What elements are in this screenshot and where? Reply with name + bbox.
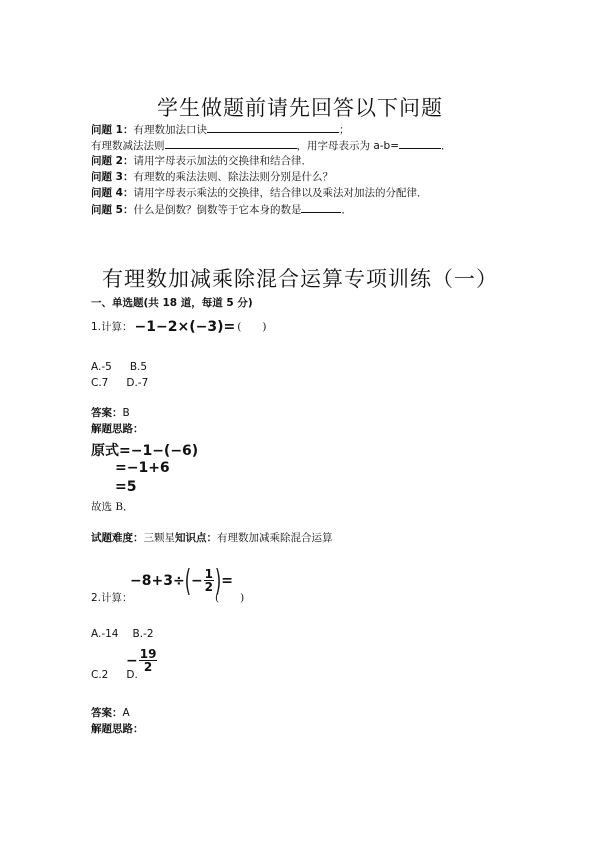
q2-option-c: C.2 — [91, 669, 109, 681]
q1-answer-label: 答案： — [91, 407, 123, 419]
q5-blank — [301, 202, 341, 213]
q1b-end: ． — [441, 140, 452, 152]
q2-option-d-num: 19 — [139, 647, 157, 661]
q2-formula-minus: − — [190, 572, 203, 589]
q1-answer-value: B — [122, 407, 130, 419]
q2-answer-value: A — [122, 707, 130, 719]
q4-label: 问题 4： — [91, 187, 134, 199]
header-q1b-line — [91, 138, 452, 153]
q1-option-d: D.-7 — [126, 377, 149, 389]
header-q1-line — [91, 122, 349, 137]
header-q5-line — [91, 202, 352, 217]
q1-difficulty-label: 试题难度： — [91, 532, 144, 544]
q3-label: 问题 3： — [91, 171, 134, 183]
q1-answer-blank: ( ) — [237, 321, 267, 333]
q1-label: 问题 1： — [91, 124, 134, 136]
q3-text: 有理数的乘法法则、除法法则分别是什么？ — [133, 171, 333, 183]
q1-knowledge: 有理数加减乘除混合运算 — [217, 532, 333, 544]
q1-analysis-label: 解题思路： — [91, 423, 144, 435]
q1b-mid: ，用字母表示为 a-b= — [296, 140, 400, 152]
q2-option-d: D. — [126, 669, 138, 681]
header-q2-line — [91, 154, 312, 168]
q4-text: 请用字母表示乘法的交换律，结合律以及乘法对加法的分配律． — [133, 187, 428, 199]
q1b-blank — [165, 138, 297, 149]
q5-end: ． — [341, 204, 352, 216]
q2-label: 问题 2： — [91, 155, 134, 167]
q1-option-a: A.-5 — [91, 361, 112, 373]
q1-step-3: =5 — [115, 479, 137, 495]
q2-paren-close: ) — [215, 562, 222, 599]
q2-option-a: A.-14 — [91, 628, 119, 640]
q2-option-d-den: 2 — [139, 660, 158, 673]
q2-prefix: 2.计算： — [91, 592, 133, 604]
header-q4-line — [91, 186, 427, 200]
q2-option-d-fraction — [139, 648, 158, 673]
q1-end: ； — [338, 124, 350, 136]
q2-option-b: B.-2 — [132, 628, 154, 640]
q1-meta-line — [91, 531, 333, 545]
q2-frac-den: 2 — [204, 580, 214, 594]
training-title: 有理数加减乘除混合运算专项训练（一） — [102, 267, 498, 291]
q1-option-c: C.7 — [91, 377, 109, 389]
q1-text: 有理数加法口诀 — [133, 124, 207, 136]
q1-blank — [207, 122, 339, 133]
q2-answer-label: 答案： — [91, 707, 123, 719]
q1-stem — [91, 320, 266, 334]
q2-formula-left: −8+3÷ — [130, 572, 185, 589]
q1b-blank2 — [399, 138, 441, 149]
header-title: 学生做题前请先回答以下问题 — [157, 96, 443, 120]
q2-answer-blank: ( ) — [215, 592, 245, 604]
q2-fraction — [204, 568, 214, 593]
q1-difficulty: 三颗星 — [143, 532, 175, 544]
q5-text: 什么是倒数？倒数等于它本身的数是 — [133, 204, 302, 216]
q2-option-d-minus: − — [126, 652, 138, 669]
q5-label: 问题 5： — [91, 204, 134, 216]
q2-formula — [130, 562, 234, 599]
q2-paren-open: ( — [184, 562, 191, 599]
q1-conclusion: 故选 B． — [91, 501, 134, 513]
q1-prefix: 1.计算： — [91, 321, 133, 333]
q2-stem — [91, 591, 133, 605]
q2-options-row1 — [91, 627, 154, 641]
q1b-text: 有理数减法法则 — [91, 140, 165, 152]
q2-option-d-value — [126, 648, 158, 673]
q1-step-2: =−1+6 — [115, 460, 170, 476]
q1-formula: −1−2×(−3)= — [134, 319, 236, 335]
section-heading: 一、单选题(共 18 道，每道 5 分) — [91, 297, 253, 309]
q2-text: 请用字母表示加法的交换律和结合律． — [133, 155, 312, 167]
q1-answer-line — [91, 406, 130, 420]
q2-analysis-label: 解题思路： — [91, 723, 144, 735]
q1-options-row1 — [91, 360, 147, 374]
q2-frac-num: 1 — [204, 567, 214, 581]
q1-options-row2 — [91, 376, 148, 390]
q2-answer-line — [91, 706, 130, 720]
header-q3-line — [91, 170, 333, 184]
q1-knowledge-label: 知识点： — [175, 532, 217, 544]
q1-step-1: 原式=−1−(−6) — [91, 443, 199, 459]
q1-option-b: B.5 — [129, 361, 148, 373]
q2-formula-end: = — [221, 572, 234, 589]
